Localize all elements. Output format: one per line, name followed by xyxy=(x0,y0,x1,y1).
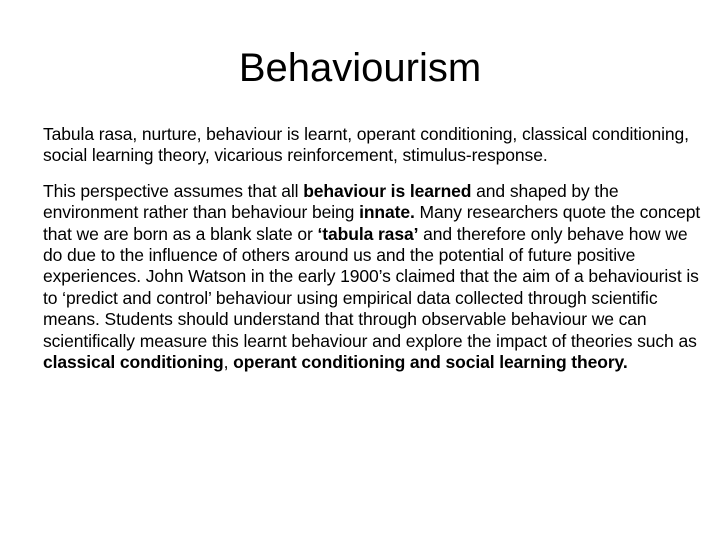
bold-phrase-innate: innate. xyxy=(359,202,415,223)
text-segment: Many researchers quote the concept that we are born as a blank slate or xyxy=(43,202,701,244)
text-segment: This perspective assumes that all xyxy=(43,180,304,201)
slide-body xyxy=(43,124,708,373)
slide-title: Behaviourism xyxy=(238,46,482,90)
text-segment: and shaped by the environment rather than behaviour being xyxy=(43,180,619,223)
description-paragraph xyxy=(43,181,708,374)
text-segment: and therefore only behave how we do due to the influence of others around us and the potential of future positive experiences. John Watson in the early 1900’s claimed that the aim of a behaviourist is to ‘predict and control’ behaviour using empirical data collected through scientific means. Students should understand that through observable behaviour we can scientifically measure this learnt behaviour and explore the impact of theories such as xyxy=(43,223,699,351)
bold-phrase-behaviour-is-learned: behaviour is learned xyxy=(303,180,472,201)
text-segment: , xyxy=(223,352,234,373)
bold-phrase-classical-conditioning: classical conditioning xyxy=(43,352,224,373)
bold-phrase-tabula-rasa: ‘tabula rasa’ xyxy=(317,223,419,244)
bold-phrase-operant-social-learning: operant conditioning and social learning theory. xyxy=(233,352,628,373)
keywords-paragraph: Tabula rasa, nurture, behaviour is learnt, operant conditioning, classical conditioning, social learning theory, vicarious reinforcement, stimulus-response. xyxy=(43,124,689,166)
